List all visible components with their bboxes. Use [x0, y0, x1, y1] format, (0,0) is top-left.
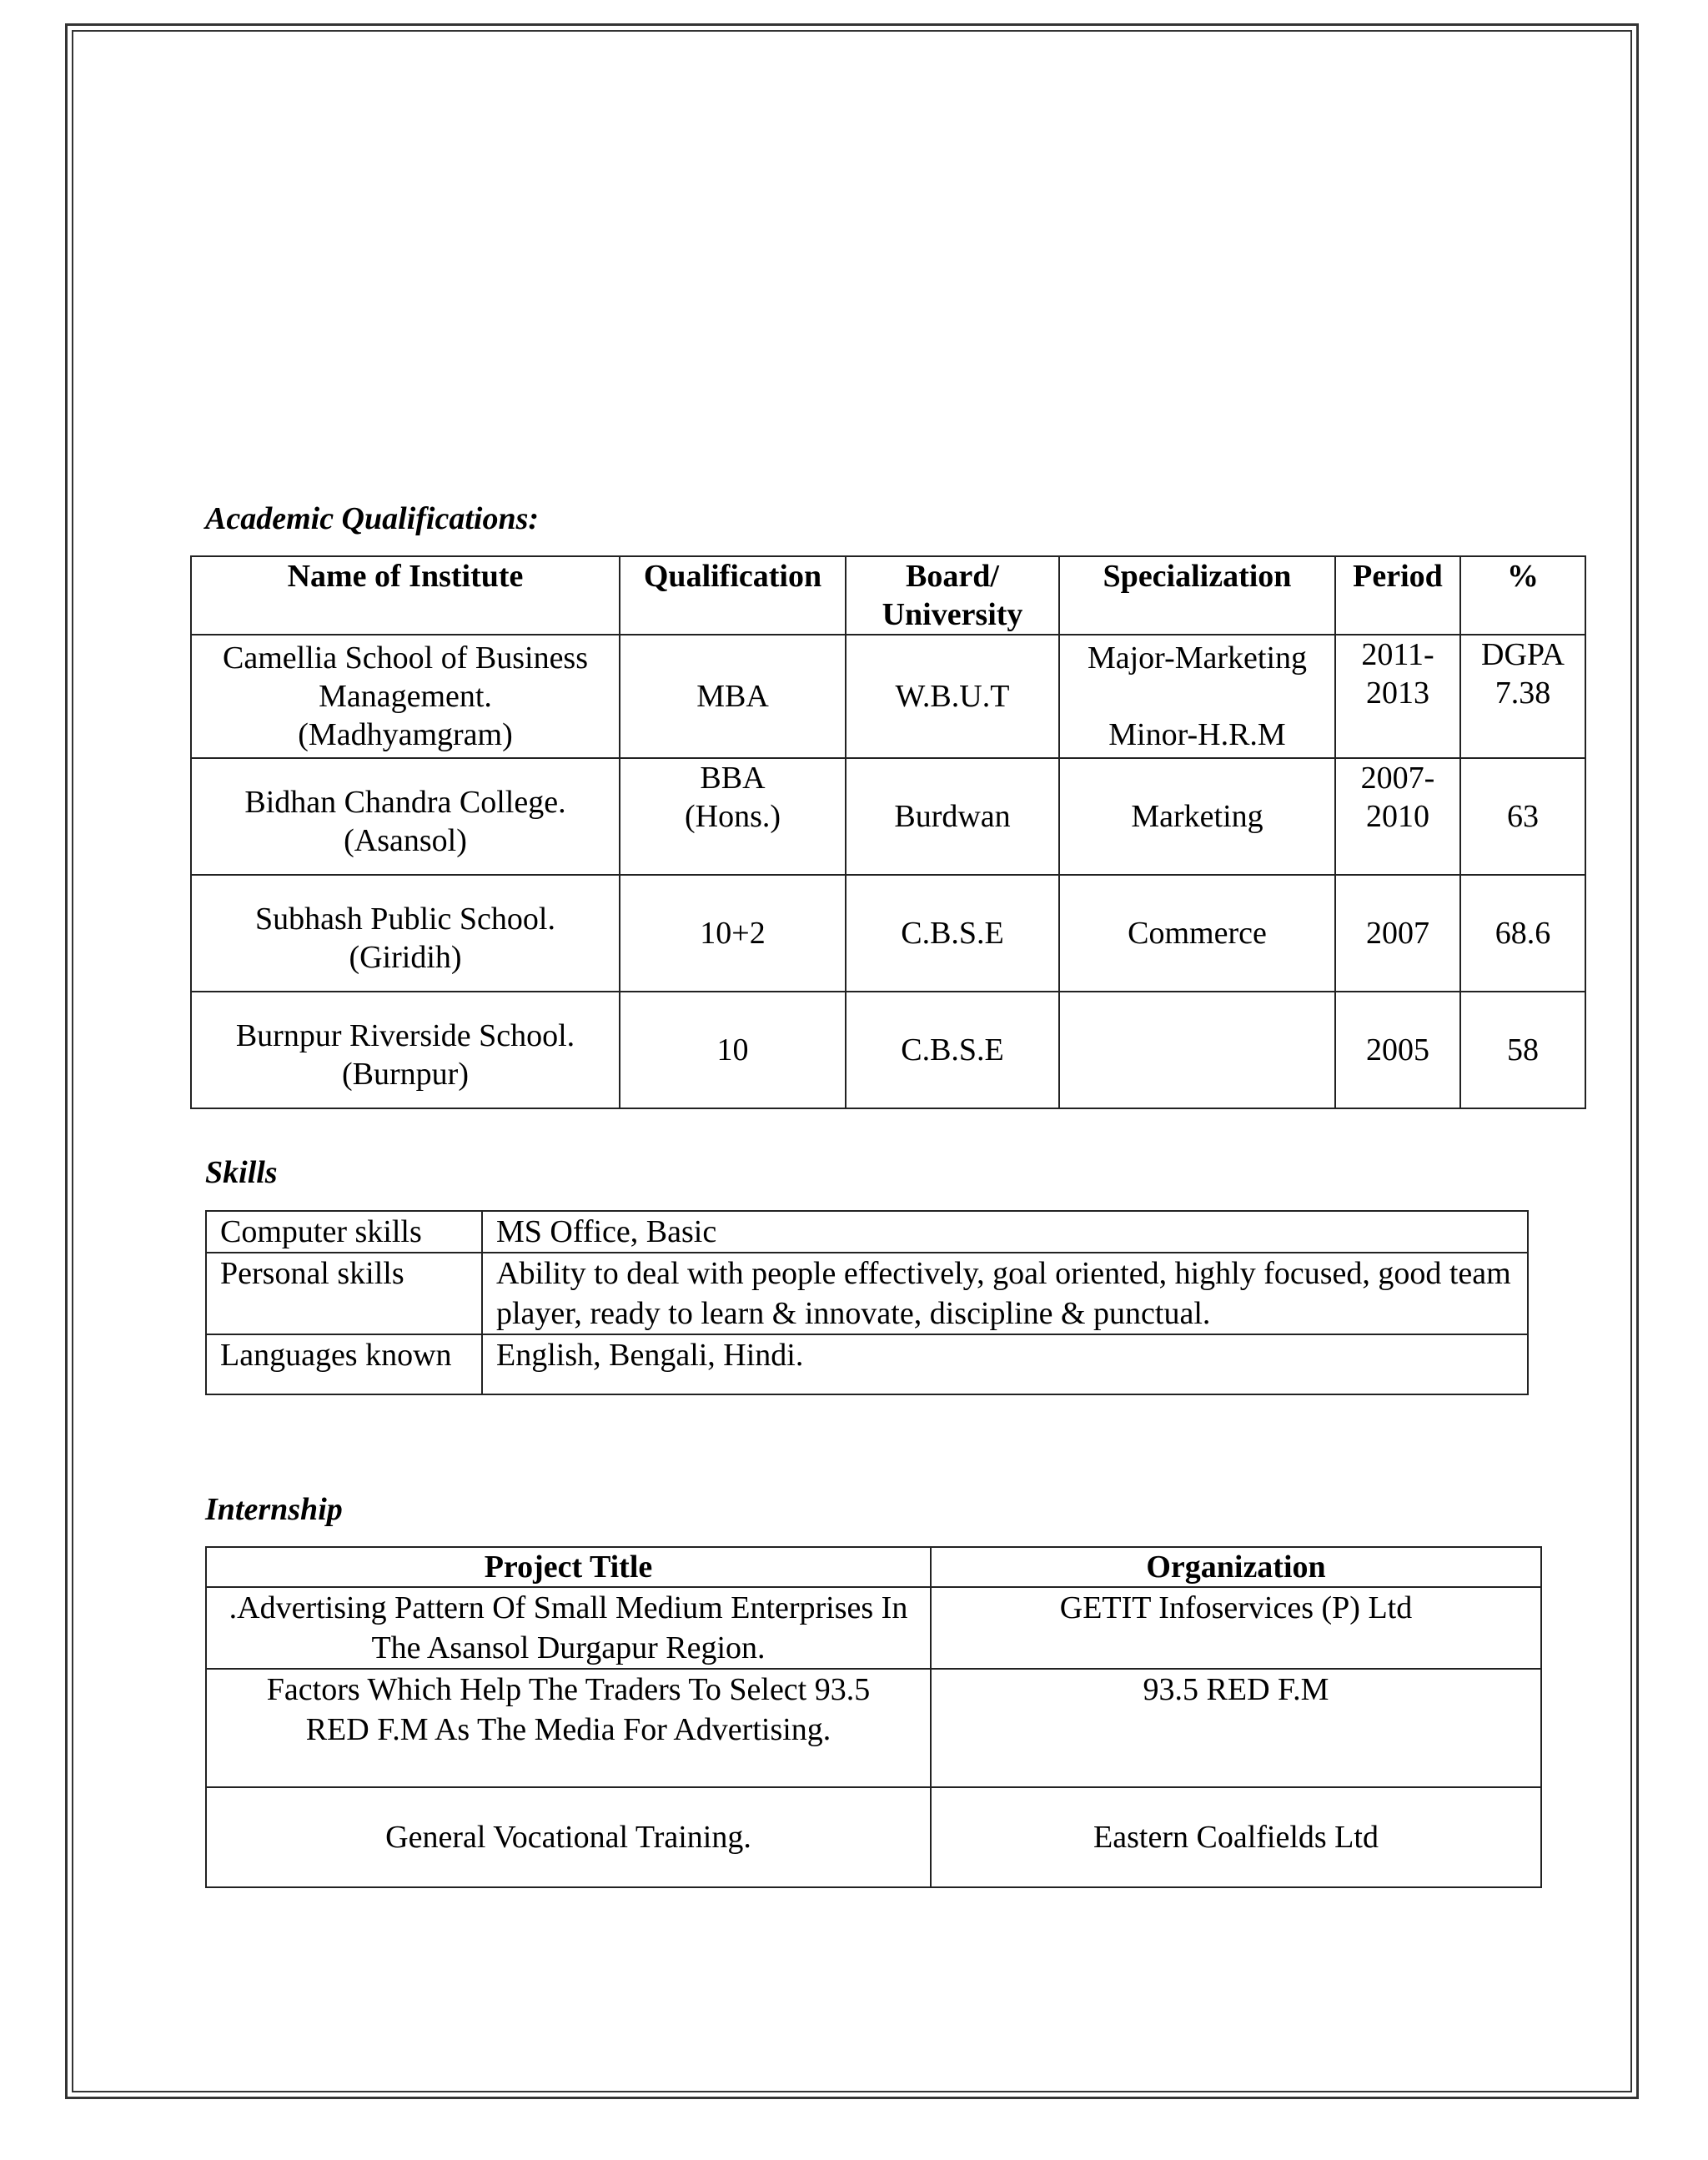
skill-label: Languages known: [206, 1334, 482, 1394]
header-organization: Organization: [931, 1547, 1541, 1587]
qualification-cell: MBA: [620, 635, 846, 758]
internship-table: [205, 1546, 1542, 1888]
skill-value: MS Office, Basic: [482, 1211, 1528, 1253]
specialization-cell: Marketing: [1059, 758, 1335, 875]
specialization-line: Major-Marketing: [1087, 640, 1308, 676]
institute-cell: Subhash Public School. (Giridih): [191, 875, 620, 992]
institute-cell: Bidhan Chandra College. (Asansol): [191, 758, 620, 875]
board-cell: C.B.S.E: [846, 875, 1059, 992]
board-cell: C.B.S.E: [846, 992, 1059, 1108]
table-row: [206, 1787, 1541, 1887]
table-row: [206, 1669, 1541, 1787]
internship-header-row: [206, 1547, 1541, 1587]
header-qualification: Qualification: [620, 556, 846, 635]
table-row: [191, 635, 1585, 758]
qualification-cell: 10: [620, 992, 846, 1108]
specialization-cell: Commerce: [1059, 875, 1335, 992]
period-cell: 2005: [1335, 992, 1460, 1108]
academic-header-row: [191, 556, 1585, 635]
internship-heading: Internship: [205, 1492, 343, 1527]
organization-cell: Eastern Coalfields Ltd: [931, 1787, 1541, 1887]
header-board: Board/ University: [846, 556, 1059, 635]
period-cell: 2011- 2013: [1335, 635, 1460, 758]
percent-cell: DGPA 7.38: [1460, 635, 1585, 758]
specialization-cell: [1059, 635, 1335, 758]
organization-cell: GETIT Infoservices (P) Ltd: [931, 1587, 1541, 1669]
qualification-cell: 10+2: [620, 875, 846, 992]
specialization-line: Minor-H.R.M: [1108, 717, 1286, 752]
skills-table: [205, 1210, 1529, 1395]
skill-value: Ability to deal with people effectively, goal oriented, highly focused, good team player, ready to learn & innovate, discipline & punctual.: [482, 1253, 1528, 1334]
institute-line: Management.: [319, 679, 492, 714]
percent-cell: 63: [1460, 758, 1585, 875]
skill-value: English, Bengali, Hindi.: [482, 1334, 1528, 1394]
period-cell: 2007: [1335, 875, 1460, 992]
skill-label: Computer skills: [206, 1211, 482, 1253]
header-percent: %: [1460, 556, 1585, 635]
header-specialization: Specialization: [1059, 556, 1335, 635]
institute-cell: [191, 635, 620, 758]
header-project-title: Project Title: [206, 1547, 931, 1587]
table-row: [191, 992, 1585, 1108]
table-row: [191, 875, 1585, 992]
specialization-cell: [1059, 992, 1335, 1108]
institute-line: Camellia School of Business: [222, 640, 589, 676]
table-row: [191, 758, 1585, 875]
project-title-cell: .Advertising Pattern Of Small Medium Enterprises In The Asansol Durgapur Region.: [206, 1587, 931, 1669]
academic-heading: Academic Qualifications:: [205, 501, 540, 536]
project-title-cell: General Vocational Training.: [206, 1787, 931, 1887]
header-period: Period: [1335, 556, 1460, 635]
board-cell: Burdwan: [846, 758, 1059, 875]
table-row: [206, 1253, 1528, 1334]
organization-cell: 93.5 RED F.M: [931, 1669, 1541, 1787]
board-cell: W.B.U.T: [846, 635, 1059, 758]
table-row: [206, 1334, 1528, 1394]
percent-cell: 58: [1460, 992, 1585, 1108]
table-row: [206, 1211, 1528, 1253]
period-cell: 2007- 2010: [1335, 758, 1460, 875]
table-row: [206, 1587, 1541, 1669]
percent-cell: 68.6: [1460, 875, 1585, 992]
skill-label: Personal skills: [206, 1253, 482, 1334]
academic-table: [190, 555, 1586, 1109]
qualification-cell: BBA (Hons.): [620, 758, 846, 875]
project-title-cell: Factors Which Help The Traders To Select 93.5 RED F.M As The Media For Advertising.: [206, 1669, 931, 1787]
skills-heading: Skills: [205, 1155, 278, 1190]
header-institute: Name of Institute: [191, 556, 620, 635]
institute-cell: Burnpur Riverside School. (Burnpur): [191, 992, 620, 1108]
institute-line: (Madhyamgram): [298, 717, 513, 752]
